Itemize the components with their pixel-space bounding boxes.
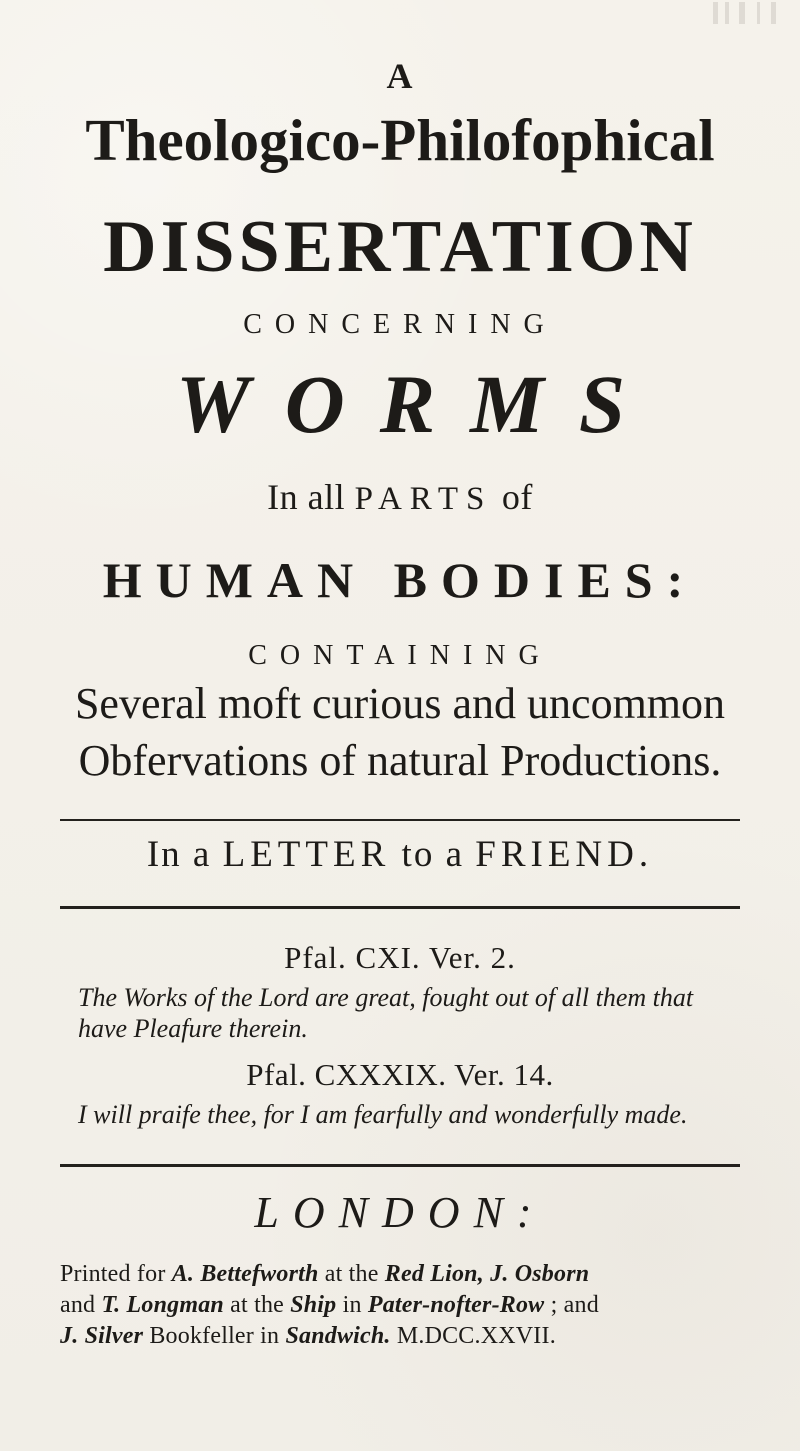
parts-word: PARTS: [354, 481, 493, 517]
corner-mark-bar-4: [757, 2, 760, 24]
imprint-line-1: [60, 1259, 740, 1290]
corner-mark-bar-3: [739, 2, 745, 24]
title-line-2: DISSERTATION: [103, 206, 697, 288]
letter-word: LETTER: [222, 834, 391, 875]
corner-mark-bar-5: [771, 2, 776, 24]
description-line-1: Several moft curious and uncommon: [74, 679, 726, 728]
imprint-line-2-in: in: [342, 1292, 362, 1318]
bottom-divider: [60, 1164, 740, 1167]
concerning-line: CONCERNING: [243, 309, 557, 340]
imprint-date: M.DCC.XXVII.: [396, 1323, 556, 1349]
imprint-name-2: J. Osborn: [490, 1261, 590, 1287]
imprint-sign-1: Red Lion,: [384, 1261, 484, 1287]
letter-prefix: In a: [146, 834, 212, 875]
friend-word: FRIEND.: [475, 834, 654, 875]
torn-corner-mark: [705, 0, 800, 28]
letter-line: [0, 833, 800, 876]
imprint-place-1: Pater-nofter-Row: [367, 1292, 545, 1318]
psalm-text-2: I will praife thee, for I am fearfully and wonderfully made.: [78, 1100, 688, 1129]
parts-line: [0, 476, 800, 518]
title-line-1: Theologico-Philofophical: [85, 107, 715, 173]
psalm-reference-1: Pfal. CXI. Ver. 2.: [284, 940, 516, 975]
containing-line: CONTAINING: [248, 640, 552, 671]
imprint-place-2: Sandwich.: [285, 1323, 391, 1349]
parts-prefix: In all: [267, 477, 346, 517]
psalm-reference-2: Pfal. CXXXIX. Ver. 14.: [246, 1057, 554, 1092]
document-marker: A: [386, 56, 414, 96]
imprint-block: [60, 1259, 740, 1352]
imprint-name-1: A. Bettefworth: [171, 1261, 319, 1287]
imprint-line-2-suffix: ; and: [550, 1292, 599, 1318]
imprint-line-2-mid: at the: [230, 1292, 284, 1318]
imprint-sign-2: Ship: [290, 1292, 337, 1318]
human-bodies-line: HUMAN BODIES:: [102, 552, 698, 608]
london-heading: LONDON:: [254, 1188, 546, 1237]
worms-title: WORMS: [175, 358, 661, 450]
description-line-2: Obfervations of natural Productions.: [78, 736, 722, 785]
top-divider: [60, 819, 740, 821]
imprint-line-2-prefix: and: [60, 1292, 96, 1318]
psalm-text-1: The Works of the Lord are great, fought out of all them that have Pleafure therein.: [78, 983, 694, 1043]
letter-middle: to a: [401, 834, 464, 875]
imprint-name-3: T. Longman: [101, 1292, 224, 1318]
imprint-line-1-prefix: Printed for: [60, 1261, 166, 1287]
imprint-line-1-mid: at the: [324, 1261, 379, 1287]
parts-suffix: of: [501, 477, 533, 517]
corner-mark-bar-1: [713, 2, 718, 24]
corner-mark-bar-2: [725, 2, 729, 24]
middle-divider: [60, 906, 740, 909]
imprint-line-3: [60, 1321, 740, 1352]
imprint-line-2: [60, 1290, 740, 1321]
imprint-line-3-mid: Bookfeller in: [149, 1323, 280, 1349]
imprint-name-4: J. Silver: [60, 1323, 144, 1349]
